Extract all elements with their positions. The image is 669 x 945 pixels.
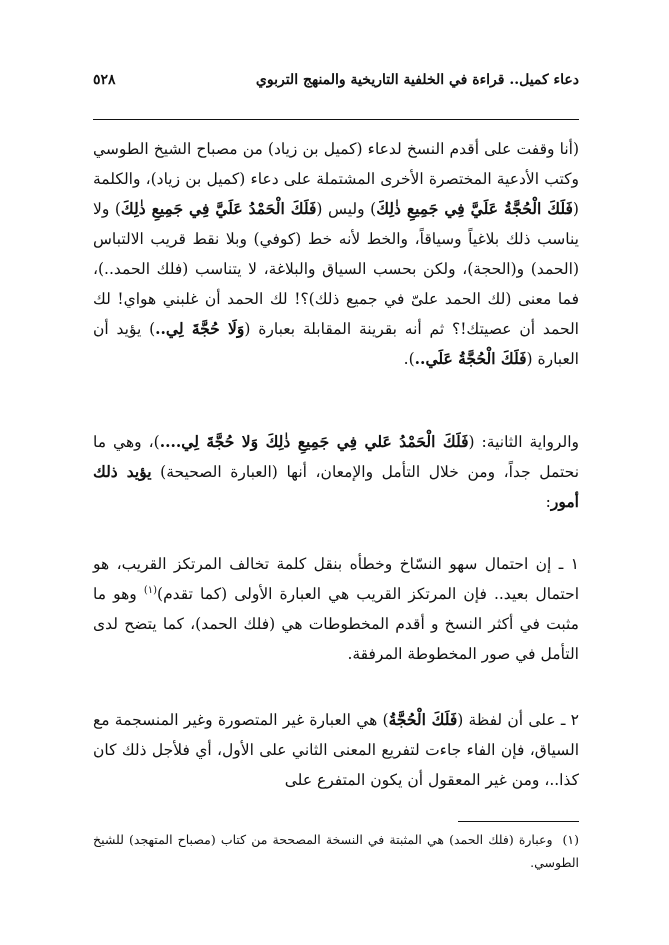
paragraph-2-emphasis: يؤيد ذلك أمور xyxy=(93,462,579,511)
footnote xyxy=(93,828,579,874)
header-divider xyxy=(93,119,579,120)
paragraph-1-quote-2: فَلَكَ الْحَمْدُ عَلَيَّ فِي جَمِيعِ ذٰلِكَ xyxy=(120,199,317,218)
paragraph-4-quote-1: فَلَكَ الْحُجَّةُ xyxy=(388,710,458,729)
footnote-number: (١) xyxy=(562,832,579,847)
paragraph-1-text-2: ) وليس ( xyxy=(316,200,377,218)
paragraph-4-text-1: ٢ ـ على أن لفظة ( xyxy=(457,711,579,729)
paragraph-4-text-2: ) هي العبارة غير المتصورة وغير المنسجمة مع السياق، فإن الفاء جاءت لتفريع المعنى الثاني على الأول، أي فلأجل ذلك كان كذا..، ومن غير المعقول أن يكون المتفرع على xyxy=(93,711,579,789)
page-number: ٥٢٨ xyxy=(93,72,116,88)
paragraph-3 xyxy=(93,549,579,669)
footnote-text: وعبارة (فلك الحمد) هي المثبتة في النسخة المصححة من كتاب (مصباح المتهجد) للشيخ الطوسي. xyxy=(93,832,579,870)
paragraph-3-text-1: ١ ـ إن احتمال سهو النسّاخ وخطأه بنقل كلمة تخالف المرتكز القريب، هو احتمال بعيد.. فإن المرتكز القريب هي العبارة الأولى (كما تقدم) xyxy=(93,555,579,603)
footnote-divider xyxy=(458,821,579,822)
paragraph-2-quote-1: فَلَكَ الْحَمْدُ عَلي فِي جَمِيعِ ذٰلِكَ وَلا حُجَّةَ لِي.... xyxy=(159,432,469,451)
paragraph-1-text-3: ) ولا يناسب ذلك بلاغياً وسياقاً، والخط لأنه خط (كوفي) وبلا نقط قريب الالتباس (الحمد) و(الحجة)، ولكن بحسب السياق والبلاغة، لا يتناسب (فلك الحمد..)، فما معنى (لك الحمد علىّ في جميع ذلك)؟! لك الحمد أن غلبني هواي! لك الحمد أن عصيتك!؟ ثم أنه بقرينة المقابلة بعبارة ( xyxy=(93,200,579,338)
paragraph-4 xyxy=(93,705,579,795)
paragraph-1-quote-3: وَلَا حُجَّةَ لِي.. xyxy=(155,319,245,338)
footnote-reference[interactable]: (١) xyxy=(143,584,158,596)
paragraph-1-quote-4: فَلَكَ الْحُجَّةُ عَلَي.. xyxy=(414,349,527,368)
running-title: دعاء كميل.. قراءة في الخلفية التاريخية والمنهج التربوي xyxy=(255,72,579,88)
paragraph-2-text-1: والرواية الثانية: ( xyxy=(468,433,580,451)
page-header xyxy=(93,72,579,88)
paragraph-2-text-3: : xyxy=(545,493,551,511)
paragraph-1-quote-1: فَلَكَ الْحُجَّةُ عَلَيَّ فِي جَمِيعِ ذٰلِكَ xyxy=(376,199,573,218)
paragraph-1 xyxy=(93,134,579,374)
paragraph-2 xyxy=(93,427,579,517)
paragraph-3-text-2: وهو ما مثبت في أكثر النسخ و أقدم المخطوطات هي (فلك الحمد)، كما يتضح لدى التأمل في صور المخطوطة المرفقة. xyxy=(93,585,579,663)
paragraph-1-text-4: ) يؤيد أن العبارة ( xyxy=(93,320,579,368)
paragraph-1-text-1: (أنا وقفت على أقدم النسخ لدعاء (كميل بن زياد) من مصباح الشيخ الطوسي وكتب الأدعية المختصرة الأخرى المشتملة على دعاء (كميل بن زياد)، والكلمة ( xyxy=(93,140,579,218)
paragraph-2-text-2: )، وهي ما نحتمل جداً، ومن خلال التأمل والإمعان، أنها (العبارة الصحيحة) xyxy=(93,433,580,481)
paragraph-1-text-5: ). xyxy=(403,350,415,368)
